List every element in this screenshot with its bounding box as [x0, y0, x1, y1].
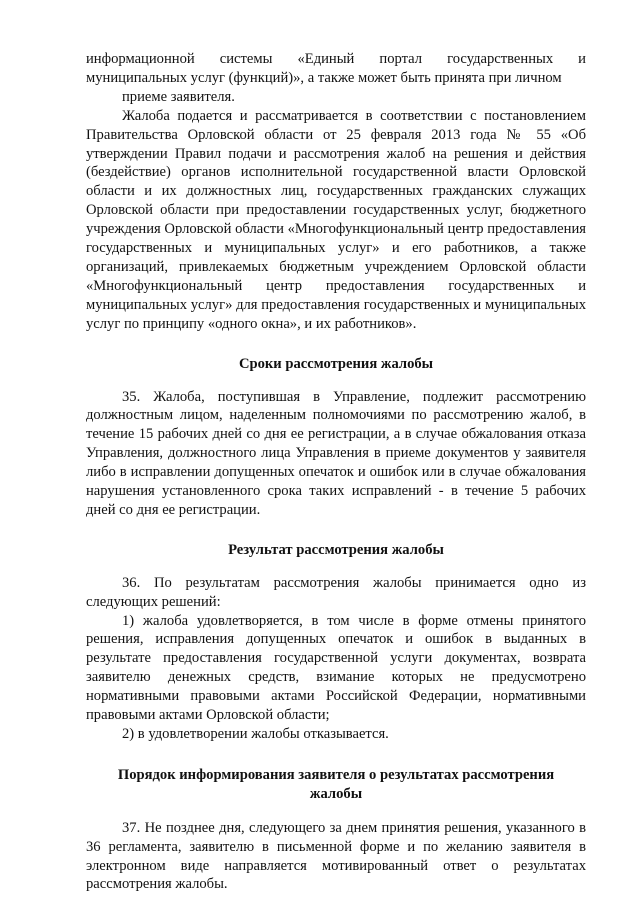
section-heading-inform: Порядок информирования заявителя о результатах рассмотрения жалобы	[117, 766, 555, 802]
paragraph-37: 37. Не позднее дня, следующего за днем принятия решения, указанного в 36 регламента, заявителю в письменной форме и по желанию заявителя в электронном виде направляется мотивированный ответ о результатах рассмотрения жалобы.	[86, 819, 586, 893]
section-heading-result: Результат рассмотрения жалобы	[228, 541, 444, 558]
complaint-review-paragraph: Жалоба подается и рассматривается в соответствии с постановлением Правительства Орловской области от 25 февраля 2013 года № 55 «Об утверждении Правил подачи и рассмотрения жалоб на решения и действия (бездействие) органов исполнительной государственной власти Орловской области и их должностных лиц, государственных гражданских служащих Орловской области при предоставлении государственных услуг, бюджетного учреждения Орловской области «Многофункциональный центр предоставления государственных и муниципальных услуг» и его работников, а также организаций, привлекаемых бюджетным учреждением Орловской области «Многофункциональный центр предоставления государственных и муниципальных услуг» для предоставления государственных и муниципальных услуг по принципу «одного окна», и их работников».	[86, 107, 586, 332]
paragraph-36: 36. По результатам рассмотрения жалобы принимается одно из следующих решений:	[86, 574, 586, 610]
intro-text-line: информационной системы «Единый портал государственных и	[86, 51, 586, 67]
section-heading-terms: Сроки рассмотрения жалобы	[238, 355, 434, 372]
list-item-1: 1) жалоба удовлетворяется, в том числе в форме отмены принятого решения, исправления допущенных опечаток и ошибок в выданных в результате предоставления государственной услуги документах, возврата заявителю денежных средств, взимание которых не предусмотрено нормативными правовыми актами Российской Федерации, нормативными правовыми актами Орловской области;	[86, 612, 586, 724]
paragraph-35: 35. Жалоба, поступившая в Управление, подлежит рассмотрению должностным лицом, наделенным полномочиями по рассмотрению жалоб, в течение 15 рабочих дней со дня ее регистрации, а в случае обжалования отказа Управления, должностного лица Управления в приеме документов у заявителя либо в исправлении допущенных опечаток и ошибок или в случае обжалования нарушения установленного срока таких исправлений - в течение 5 рабочих дней со дня ее регистрации.	[86, 388, 586, 518]
intro-text-line: муниципальных услуг (функций)», а также может быть принята при личном	[86, 69, 562, 86]
intro-text-line: приеме заявителя.	[122, 88, 235, 105]
document-page	[86, 50, 586, 894]
list-item-2: 2) в удовлетворении жалобы отказывается.	[122, 726, 389, 742]
